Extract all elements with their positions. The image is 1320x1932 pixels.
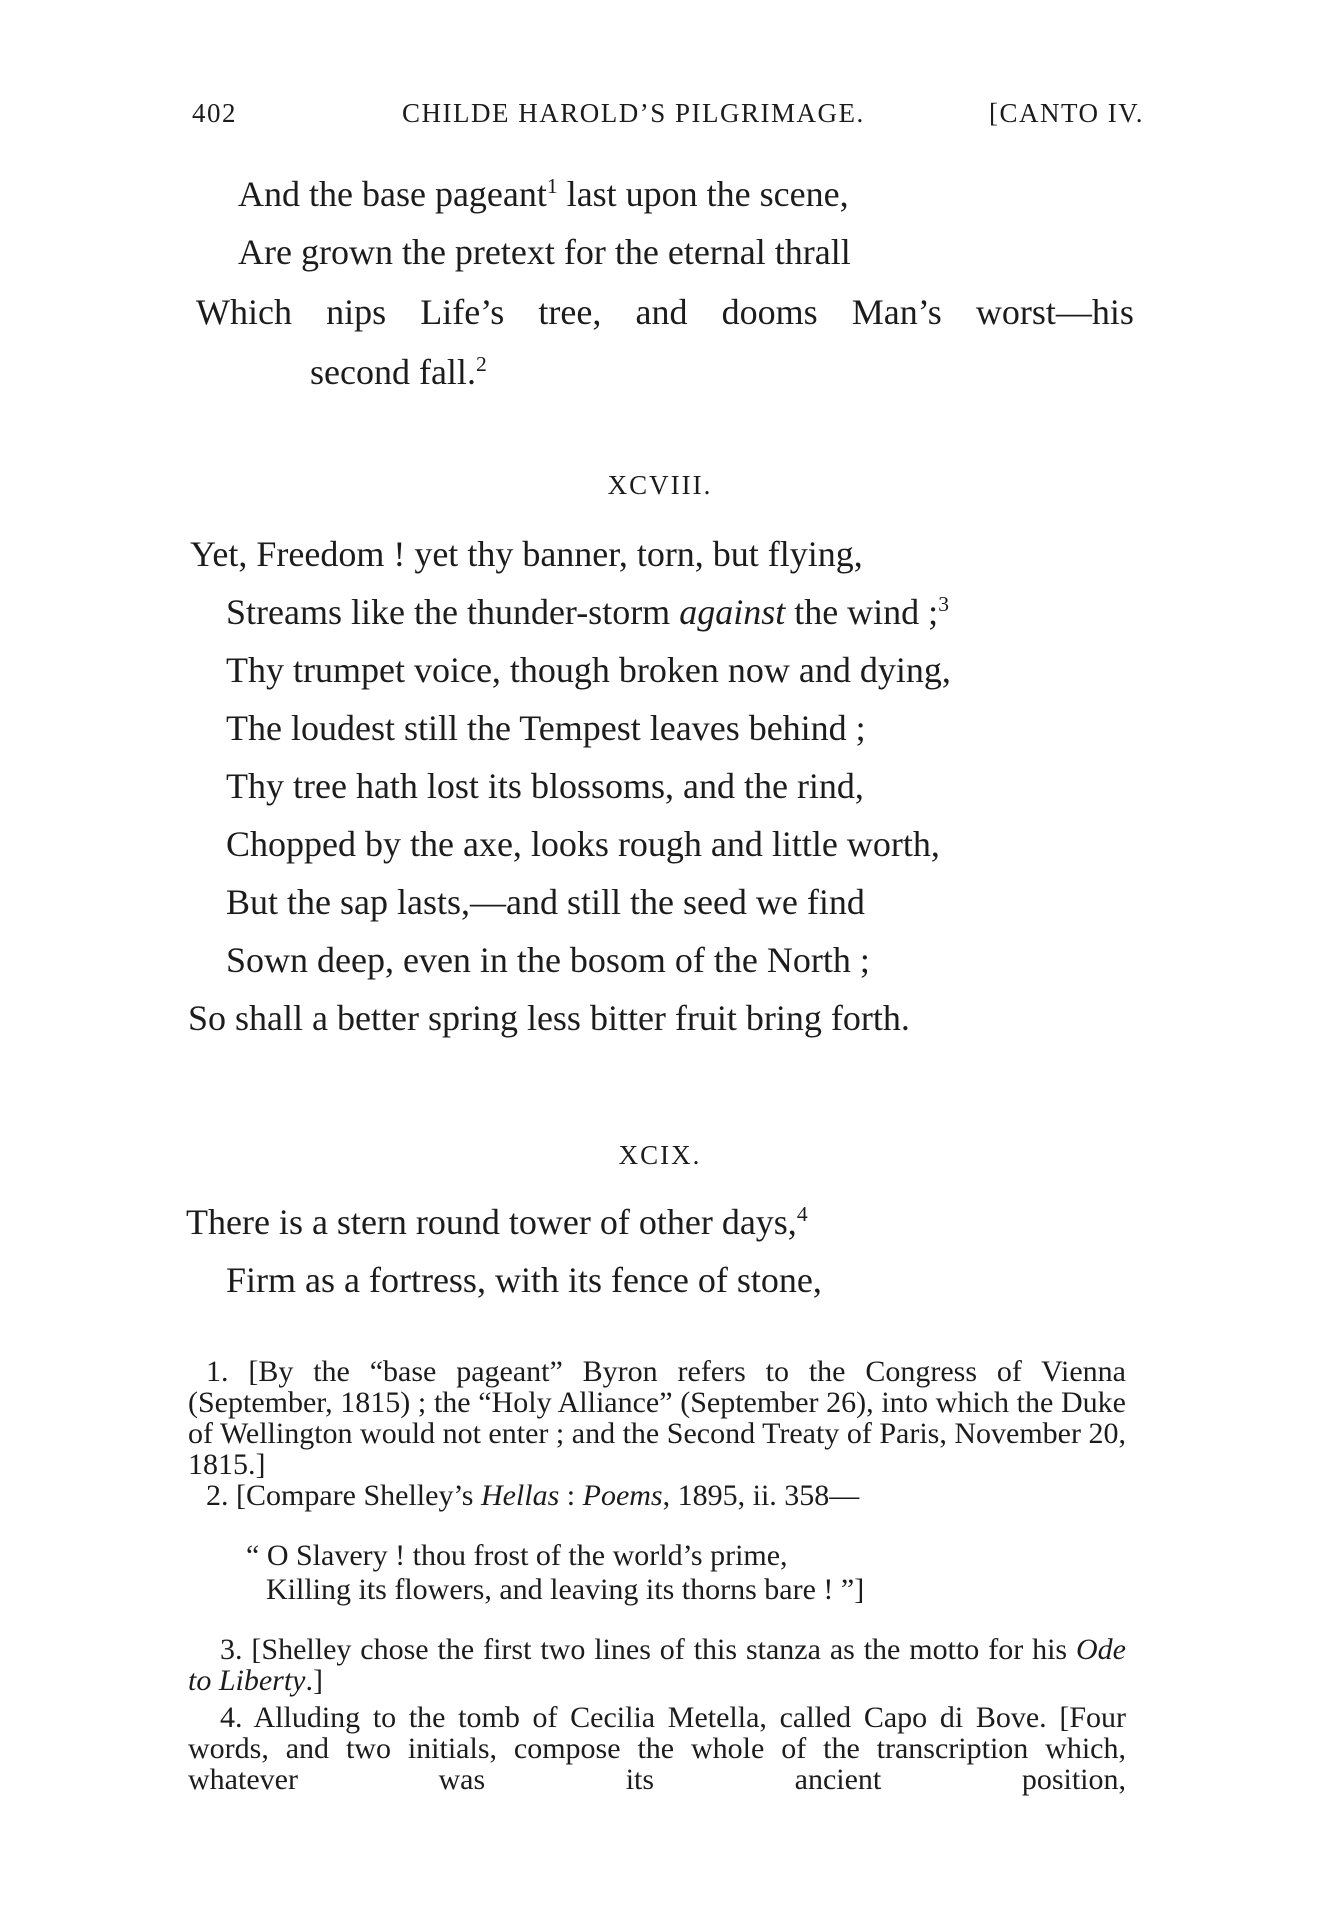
verse-line: second fall.$^2$	[310, 352, 487, 392]
footnote-marker: 2	[475, 352, 487, 376]
footnote-3: 3. [Shelley chose the first two lines of this stanza as the motto for his Ode to Liberty.]	[188, 1633, 1126, 1697]
verse-line: Firm as a fortress, with its fence of stone,	[226, 1260, 822, 1300]
running-header	[192, 98, 1144, 138]
verse-line: There is a stern round tower of other days,$^4$	[186, 1202, 808, 1242]
footnote-2: 2. [Compare Shelley’s Hellas : Poems, 1895, ii. 358—	[206, 1479, 860, 1512]
verse-line: Chopped by the axe, looks rough and little worth,	[226, 824, 940, 864]
page-number: 402	[192, 98, 237, 128]
verse-line: Streams like the thunder-storm against the wind ;$^3$	[226, 592, 949, 632]
verse-line: So shall a better spring less bitter fruit bring forth.	[188, 998, 910, 1038]
verse-line: Yet, Freedom ! yet thy banner, torn, but flying,	[190, 534, 863, 574]
verse-line: Thy tree hath lost its blossoms, and the rind,	[226, 766, 864, 806]
canto-label: [CANTO IV.	[988, 98, 1144, 128]
verse-line: And the base pageant$^1$ last upon the scene,	[238, 174, 849, 214]
quotation-line: “ O Slavery ! thou frost of the world’s prime,	[246, 1539, 788, 1572]
verse-line: But the sap lasts,—and still the seed we find	[226, 882, 865, 922]
stanza-numeral: XCIX.	[618, 1140, 702, 1170]
footnote-marker: 3	[938, 592, 949, 616]
quotation-line: Killing its flowers, and leaving its thorns bare ! ”]	[266, 1573, 865, 1606]
verse-line: Sown deep, even in the bosom of the North ;	[226, 940, 870, 980]
footnote-1: 1. [By the “base pageant” Byron refers to the Congress of Vienna (September, 1815) ; the “Holy Alliance” (September 26), into which the Duke of Wellington would not enter ; and the Second Treaty of Paris, November 20, 1815.]	[188, 1355, 1126, 1481]
stanza-numeral: XCVIII.	[607, 470, 713, 500]
footnote-4: 4. Alluding to the tomb of Cecilia Metella, called Capo di Bove. [Four words, and two initials, compose the whole of the transcription which, whatever was its ancient position,	[188, 1701, 1126, 1796]
verse-line: Thy trumpet voice, though broken now and dying,	[226, 650, 951, 690]
footnote-marker: 1	[546, 174, 558, 198]
verse-line-justified: Which nips Life’s tree, and dooms Man’s worst—his	[196, 292, 1134, 332]
verse-line: The loudest still the Tempest leaves behind ;	[226, 708, 866, 748]
running-title: CHILDE HAROLD’S PILGRIMAGE.	[402, 98, 865, 128]
verse-line: Are grown the pretext for the eternal thrall	[238, 232, 851, 272]
footnote-marker: 4	[796, 1202, 808, 1226]
